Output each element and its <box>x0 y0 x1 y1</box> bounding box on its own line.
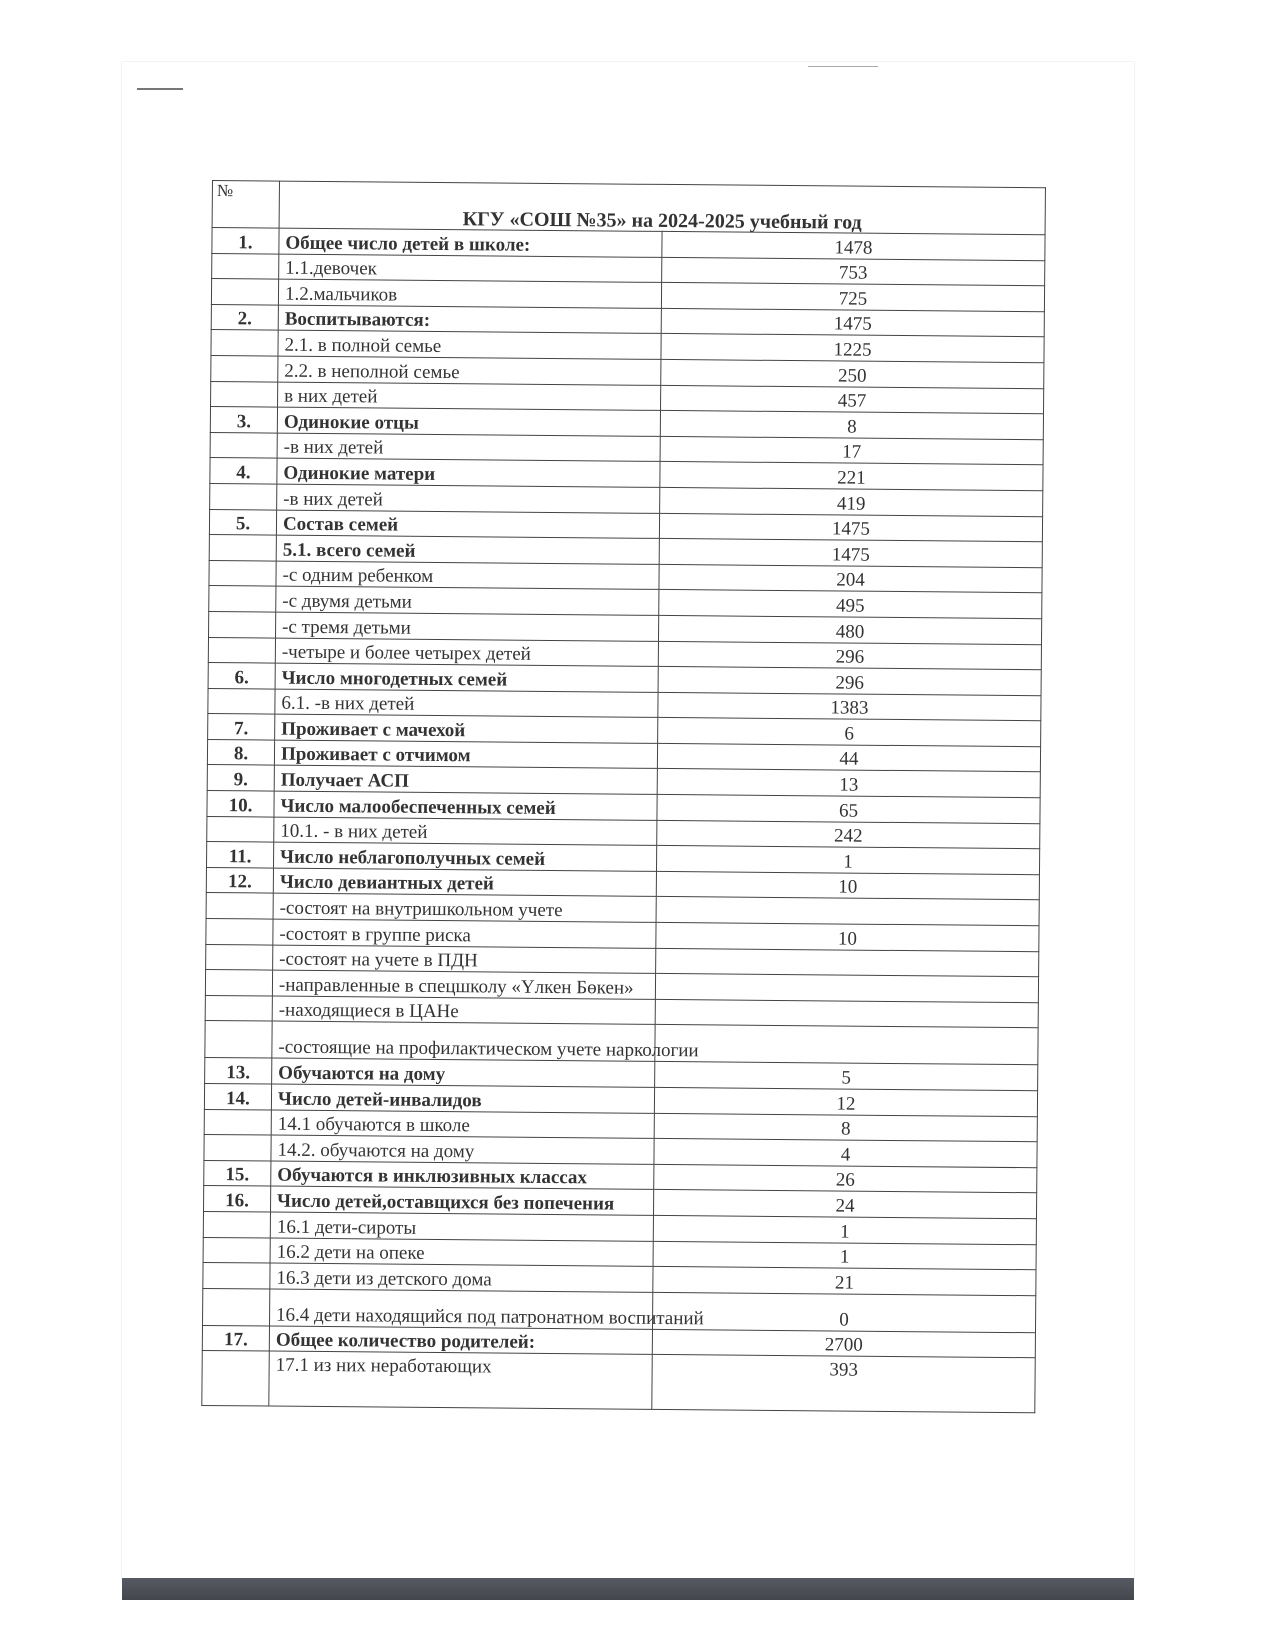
row-value: 495 <box>659 590 1042 619</box>
row-label: Обучаются на дому <box>272 1058 655 1087</box>
row-label: 1.1.девочек <box>279 254 662 283</box>
row-number <box>210 432 277 458</box>
row-label: 17.1 из них неработающих <box>269 1351 652 1409</box>
row-value: 725 <box>661 283 1044 312</box>
row-value: 1 <box>653 1215 1036 1244</box>
statistics-table <box>201 180 1046 1414</box>
row-value <box>656 948 1039 977</box>
row-value <box>656 897 1039 926</box>
row-label: 14.1 обучаются в школе <box>271 1110 654 1139</box>
row-label: -четыре и более четырех детей <box>275 638 658 667</box>
table-row <box>202 1351 1035 1413</box>
row-label: -состоят на учете в ПДН <box>273 945 656 974</box>
row-value: 1475 <box>661 308 1044 337</box>
row-value <box>655 974 1038 1003</box>
row-label: 16.3 дети из детского дома <box>270 1263 653 1292</box>
row-number <box>203 1288 270 1326</box>
row-number: 6. <box>208 663 275 689</box>
row-value: 17 <box>660 436 1043 465</box>
row-value: 4 <box>654 1139 1037 1168</box>
row-number: 11. <box>207 842 274 868</box>
row-value: 65 <box>657 794 1040 823</box>
row-value: 1 <box>653 1241 1036 1270</box>
row-label: Проживает с мачехой <box>275 714 658 743</box>
row-value <box>655 999 1038 1028</box>
row-label: Число девиантных детей <box>273 868 656 897</box>
row-number <box>202 1351 269 1407</box>
row-value: 24 <box>653 1190 1036 1219</box>
row-number <box>205 1021 272 1059</box>
row-value <box>655 1025 1038 1065</box>
scan-mark <box>808 66 878 67</box>
row-label: Число детей,оставщихся без попечения <box>270 1186 653 1215</box>
row-label: 10.1. - в них детей <box>274 817 657 846</box>
row-value: 5 <box>655 1062 1038 1091</box>
row-label: Одинокие матери <box>277 458 660 487</box>
row-label: 1.2.мальчиков <box>278 279 661 308</box>
row-number: 7. <box>208 714 275 740</box>
row-value: 1475 <box>659 513 1042 542</box>
row-value: 26 <box>654 1164 1037 1193</box>
row-value: 393 <box>652 1355 1035 1413</box>
number-column-header: № <box>212 181 279 229</box>
row-number: 5. <box>209 509 276 535</box>
row-label: 5.1. всего семей <box>276 535 659 564</box>
row-label: Обучаются в инклюзивных классах <box>271 1161 654 1190</box>
background-shadow <box>122 1578 1134 1600</box>
row-number <box>205 995 272 1021</box>
row-label: -с одним ребенком <box>276 561 659 590</box>
row-label: -состоящие на профилактическом учете наркологии <box>272 1021 655 1061</box>
row-value: 250 <box>661 359 1044 388</box>
row-value: 480 <box>658 615 1041 644</box>
row-value: 2700 <box>652 1329 1035 1358</box>
row-number <box>209 560 276 586</box>
row-number: 3. <box>210 407 277 433</box>
row-label: -в них детей <box>277 433 660 462</box>
row-number <box>209 611 276 637</box>
row-number <box>206 919 273 945</box>
row-label: 6.1. -в них детей <box>275 689 658 718</box>
row-label: Число малообеспеченных семей <box>274 791 657 820</box>
row-label: -состоят в группе риска <box>273 919 656 948</box>
row-label: -состоят на внутришкольном учете <box>273 893 656 922</box>
row-label: 2.2. в неполной семье <box>278 356 661 385</box>
row-label: Воспитываются: <box>278 305 661 334</box>
row-number: 16. <box>203 1186 270 1212</box>
row-value: 44 <box>657 743 1040 772</box>
table-title: КГУ «СОШ №35» на 2024-2025 учебный год <box>279 181 1045 235</box>
row-value: 8 <box>654 1113 1037 1142</box>
row-number <box>209 535 276 561</box>
row-label: в них детей <box>278 382 661 411</box>
row-label: Одинокие отцы <box>277 407 660 436</box>
statistics-table-container <box>201 180 1046 1414</box>
row-number <box>203 1263 270 1289</box>
row-value: 1 <box>656 846 1039 875</box>
row-number <box>212 253 279 279</box>
row-value: 221 <box>660 462 1043 491</box>
row-label: Число многодетных семей <box>275 663 658 692</box>
row-value: 6 <box>658 718 1041 747</box>
row-label: Общее число детей в школе: <box>279 228 662 257</box>
row-value: 457 <box>661 385 1044 414</box>
row-label: Получает АСП <box>274 766 657 795</box>
row-number <box>206 944 273 970</box>
row-label: -с тремя детьми <box>276 612 659 641</box>
row-value: 296 <box>658 667 1041 696</box>
row-value: 1478 <box>662 231 1045 260</box>
row-label: -в них детей <box>277 484 660 513</box>
row-label: Состав семей <box>276 510 659 539</box>
row-label: 14.2. обучаются на дому <box>271 1135 654 1164</box>
row-label: Число детей-инвалидов <box>271 1084 654 1113</box>
row-value: 242 <box>657 820 1040 849</box>
row-label: Число неблагополучных семей <box>273 842 656 871</box>
row-number: 14. <box>204 1083 271 1109</box>
row-value: 419 <box>660 487 1043 516</box>
row-number: 1. <box>212 228 279 254</box>
row-value: 8 <box>660 411 1043 440</box>
row-value: 10 <box>656 922 1039 951</box>
row-value: 13 <box>657 769 1040 798</box>
row-number <box>207 816 274 842</box>
scan-mark <box>137 88 183 90</box>
row-value: 0 <box>652 1292 1035 1332</box>
row-number <box>211 355 278 381</box>
row-number: 2. <box>211 304 278 330</box>
row-value: 296 <box>658 641 1041 670</box>
row-label: 16.4 дети находящийся под патронатном воспитаний <box>270 1289 653 1329</box>
row-label: 16.1 дети-сироты <box>270 1212 653 1241</box>
row-number: 9. <box>207 765 274 791</box>
row-label: Общее количество родителей: <box>269 1326 652 1355</box>
row-value: 10 <box>656 871 1039 900</box>
row-number <box>210 483 277 509</box>
row-label: -находящиеся в ЦАНе <box>272 996 655 1025</box>
row-number <box>209 586 276 612</box>
row-value: 1475 <box>659 539 1042 568</box>
row-label: Проживает с отчимом <box>274 740 657 769</box>
row-number: 8. <box>207 739 274 765</box>
row-value: 753 <box>662 257 1045 286</box>
row-number <box>208 637 275 663</box>
table-header-row <box>212 181 1045 235</box>
row-value: 12 <box>654 1087 1037 1116</box>
row-number <box>211 279 278 305</box>
row-number <box>204 1135 271 1161</box>
row-number: 12. <box>206 867 273 893</box>
row-number: 10. <box>207 791 274 817</box>
row-label: 2.1. в полной семье <box>278 330 661 359</box>
row-number <box>208 688 275 714</box>
row-number: 13. <box>205 1058 272 1084</box>
row-number: 15. <box>204 1160 271 1186</box>
row-number <box>211 330 278 356</box>
row-number <box>203 1211 270 1237</box>
row-number <box>205 970 272 996</box>
row-number <box>211 381 278 407</box>
row-value: 1225 <box>661 334 1044 363</box>
row-value: 204 <box>659 564 1042 593</box>
row-number <box>204 1109 271 1135</box>
row-value: 21 <box>653 1267 1036 1296</box>
row-number: 4. <box>210 458 277 484</box>
row-label: 16.2 дети на опеке <box>270 1238 653 1267</box>
row-number <box>206 893 273 919</box>
row-label: -направленные в спецшколу «Үлкен Бөкен» <box>272 970 655 999</box>
row-number: 17. <box>202 1325 269 1351</box>
row-value: 1383 <box>658 692 1041 721</box>
row-number <box>203 1237 270 1263</box>
row-label: -с двумя детьми <box>276 586 659 615</box>
